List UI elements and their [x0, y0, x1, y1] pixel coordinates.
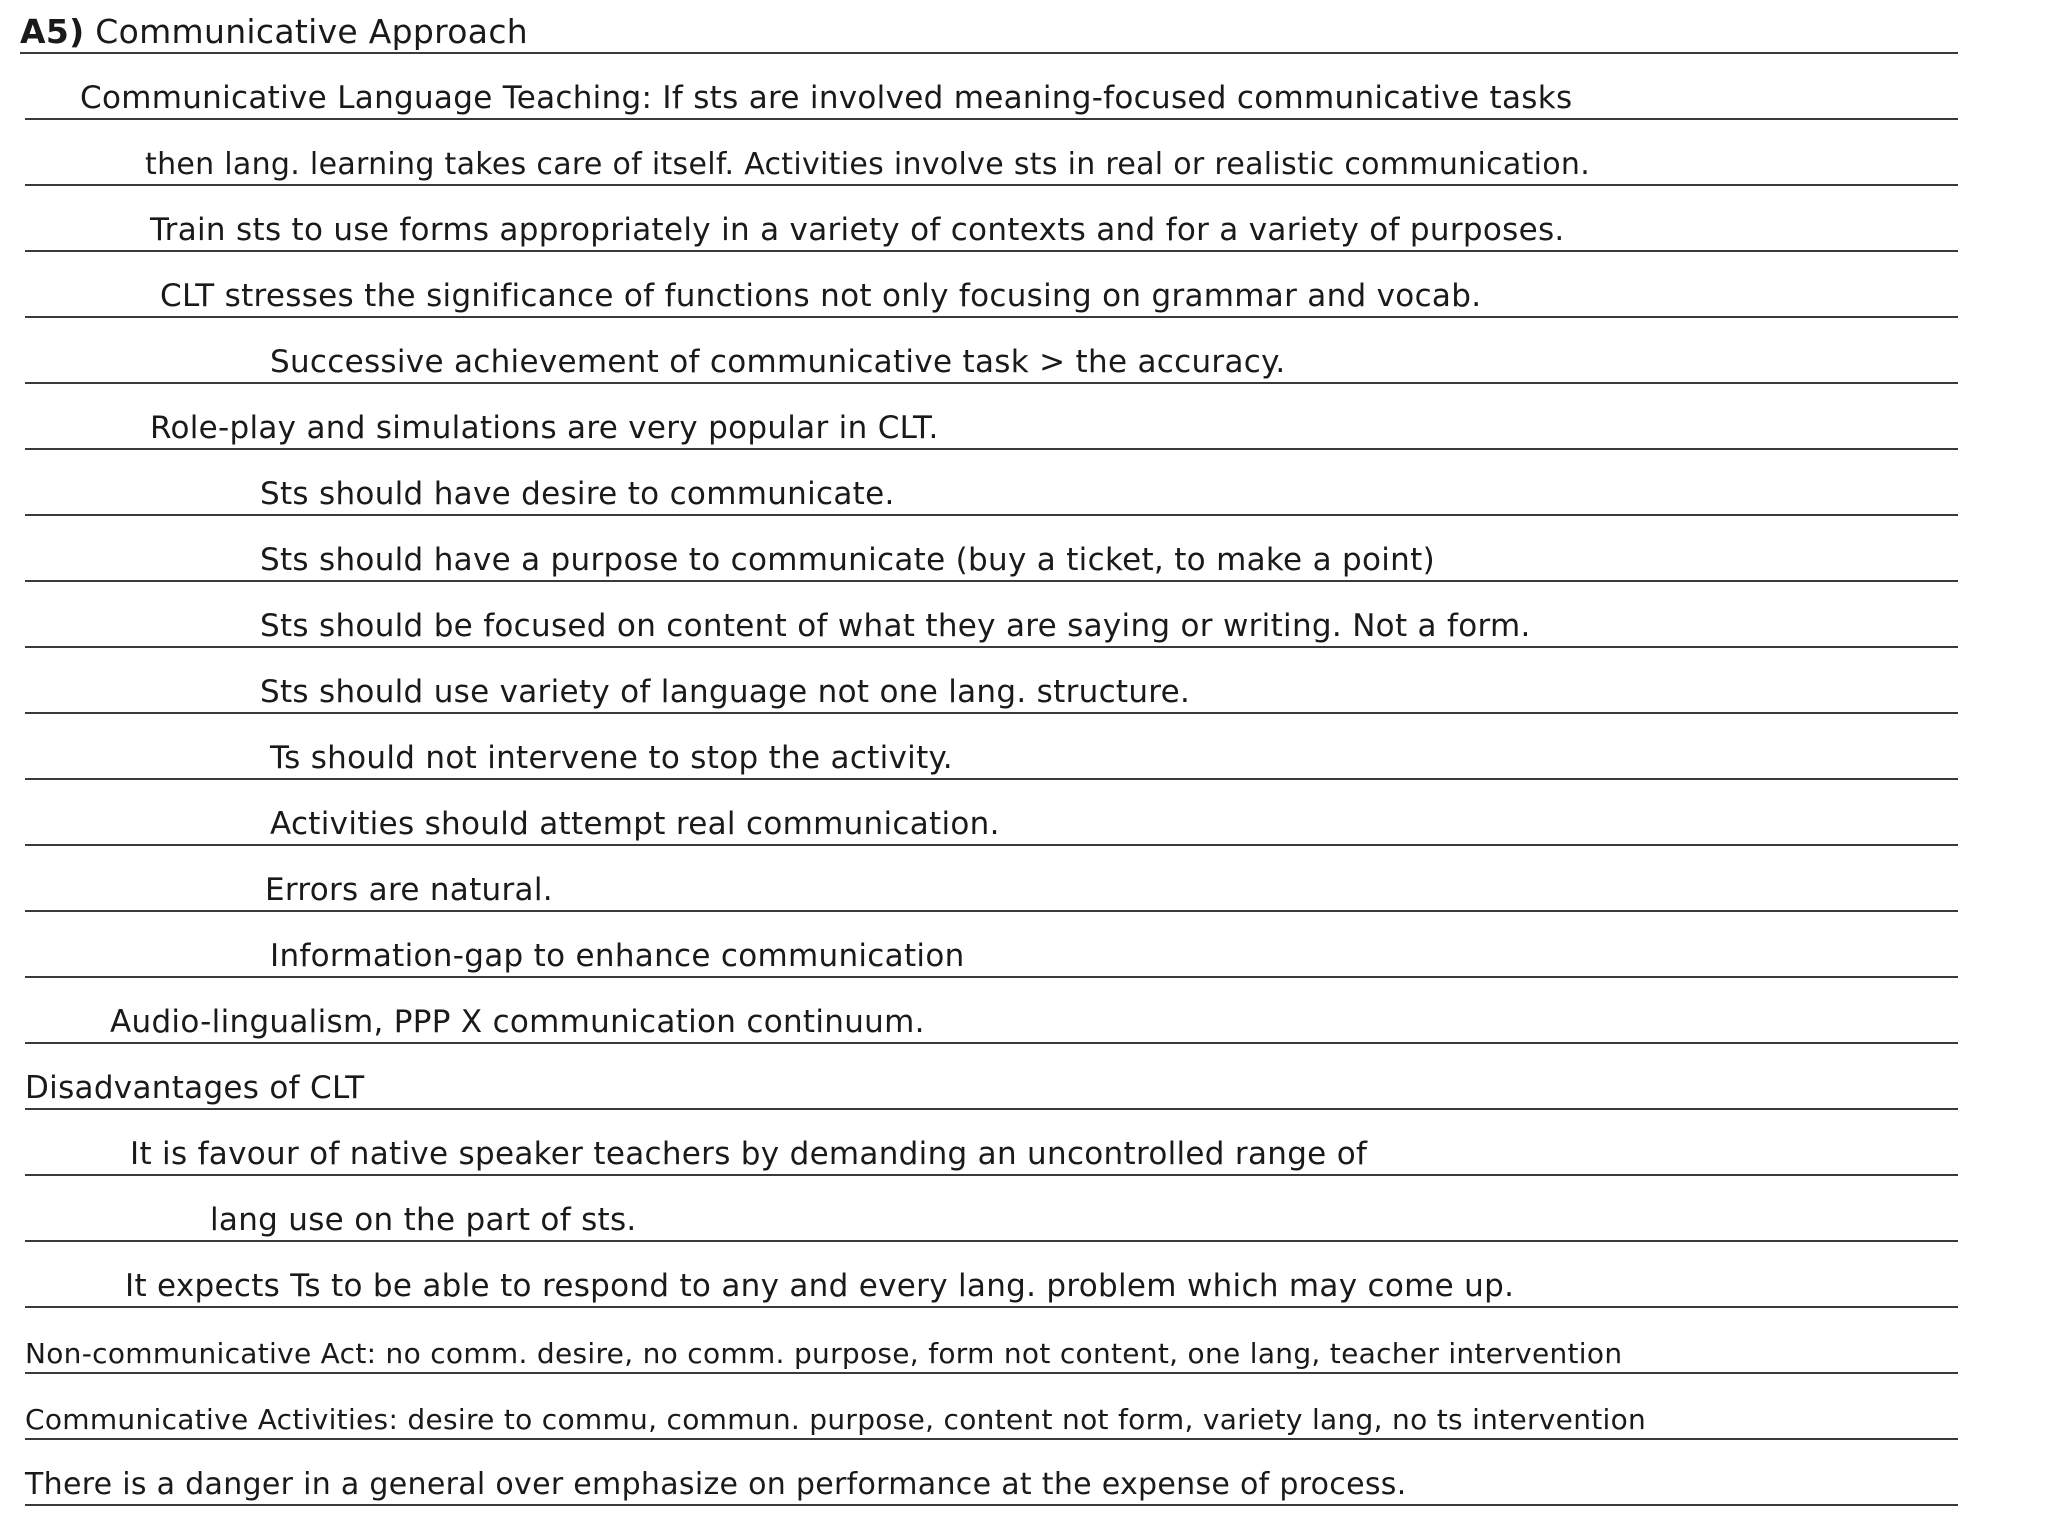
note-text: Sts should have desire to communicate.	[260, 476, 895, 512]
note-text: Communicative Language Teaching: If sts are involved meaning-focused communicative tasks	[80, 80, 1573, 116]
note-line	[25, 780, 1958, 846]
note-text: It expects Ts to be able to respond to any and every lang. problem which may come up.	[125, 1268, 1515, 1304]
note-line	[25, 1308, 1958, 1374]
note-line	[25, 450, 1958, 516]
note-text: Sts should use variety of language not one lang. structure.	[260, 674, 1191, 710]
note-text: Role-play and simulations are very popular in CLT.	[150, 410, 939, 446]
note-line	[25, 186, 1958, 252]
note-text: Errors are natural.	[265, 872, 553, 908]
note-line	[25, 1242, 1958, 1308]
heading-text	[20, 12, 528, 51]
note-line	[25, 978, 1958, 1044]
note-text: Audio-lingualism, PPP X communication continuum.	[110, 1004, 925, 1040]
note-line	[25, 384, 1958, 450]
note-line	[25, 1176, 1958, 1242]
heading-number: A5)	[20, 12, 85, 51]
note-text: It is favour of native speaker teachers by demanding an uncontrolled range of	[130, 1136, 1368, 1172]
note-text: Sts should be focused on content of what they are saying or writing. Not a form.	[260, 608, 1531, 644]
note-text: then lang. learning takes care of itself. Activities involve sts in real or realistic communication.	[145, 147, 1591, 182]
note-text: Information-gap to enhance communication	[270, 938, 965, 974]
note-text: Sts should have a purpose to communicate (buy a ticket, to make a point)	[260, 542, 1435, 578]
note-text: Activities should attempt real communication.	[270, 806, 1000, 842]
note-line	[25, 516, 1958, 582]
note-line	[25, 318, 1958, 384]
note-line	[25, 1044, 1958, 1110]
note-text: Non-communicative Act: no comm. desire, no comm. purpose, form not content, one lang, teacher intervention	[25, 1337, 1623, 1370]
note-line	[25, 648, 1958, 714]
note-line	[25, 1440, 1958, 1506]
note-line	[25, 54, 1958, 120]
note-text: Ts should not intervene to stop the activity.	[270, 740, 953, 776]
note-line	[25, 912, 1958, 978]
note-line	[25, 1374, 1958, 1440]
note-line	[25, 120, 1958, 186]
note-text: Disadvantages of CLT	[25, 1070, 365, 1106]
note-line	[25, 1110, 1958, 1176]
note-text: There is a danger in a general over emphasize on performance at the expense of process.	[25, 1467, 1407, 1502]
note-line	[25, 714, 1958, 780]
note-text: CLT stresses the significance of functions not only focusing on grammar and vocab.	[160, 278, 1482, 314]
note-text: Successive achievement of communicative task > the accuracy.	[270, 344, 1286, 380]
heading-title: Communicative Approach	[95, 12, 528, 51]
note-text: lang use on the part of sts.	[210, 1202, 637, 1238]
note-line	[25, 582, 1958, 648]
note-text: Communicative Activities: desire to commu, commun. purpose, content not form, variety lang, no ts intervention	[25, 1403, 1647, 1436]
note-line	[25, 846, 1958, 912]
note-line	[25, 252, 1958, 318]
heading-line	[20, 0, 1958, 54]
note-text: Train sts to use forms appropriately in a variety of contexts and for a variety of purposes.	[150, 212, 1565, 248]
